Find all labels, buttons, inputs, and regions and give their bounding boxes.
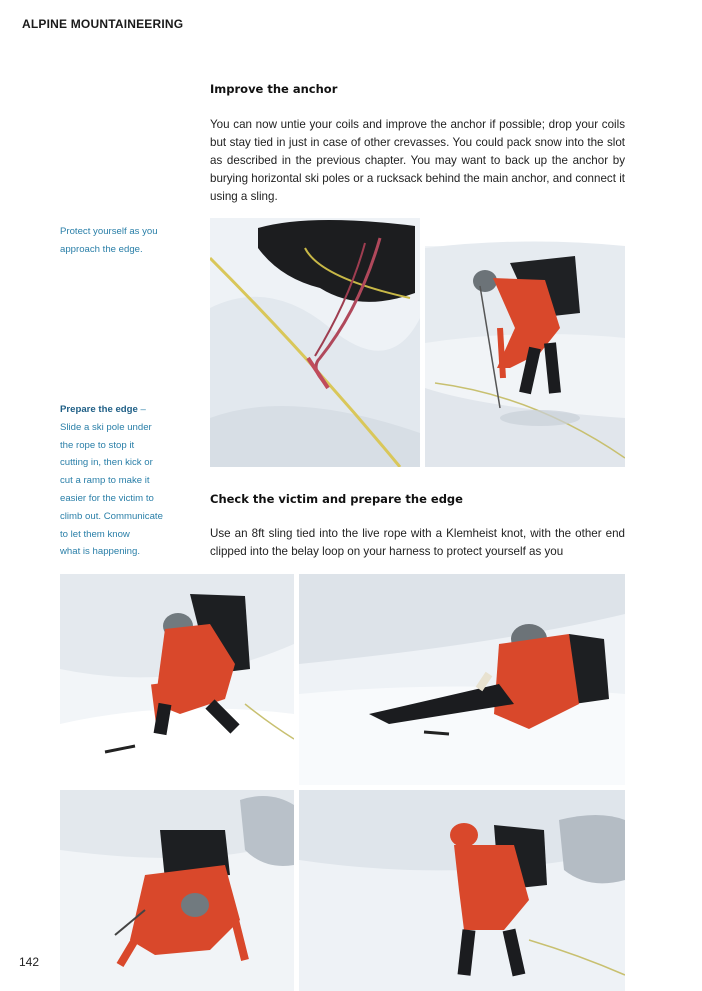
section-body-check-victim: Use an 8ft sling tied into the live rope with a Klemheist knot, with the other end clipped into the belay loop on your harness to protect yourself as you [210,527,625,558]
caption-title: Prepare the edge [60,404,138,415]
photo-climber-bending [425,218,625,467]
caption-protect-yourself [60,223,190,259]
photo-climber-standing [299,790,625,991]
caption-title-line [60,401,190,419]
photo-climber-climbing-out [60,790,294,991]
caption-line: easier for the victim to [60,492,154,504]
caption-prepare-edge [60,401,190,561]
caption-line: climb out. Communicate [60,510,163,522]
caption-line: cutting in, then kick or [60,457,153,469]
photo-crevasse-rope [210,218,420,467]
page-number: 142 [19,955,40,969]
caption-line: what is happening. [60,546,141,558]
caption-line: Slide a ski pole under [60,421,152,433]
caption-line: cut a ramp to make it [60,475,150,487]
photo-climber-crawling [299,574,625,785]
caption-line: to let them know [60,528,130,540]
section-body-improve-anchor: You can now untie your coils and improve the anchor if possible; drop your coils but stay tied in just in case of other crevasses. You could pack snow into the slot as described in the previous chapter. You may want to back up the anchor by burying horizontal ski poles or a rucksack behind the main anchor, and connect it using a sling. [210,118,625,203]
section-heading-improve-anchor: Improve the anchor [210,82,338,96]
caption-line: approach the edge. [60,243,143,255]
caption-line: Protect yourself as you [60,226,158,237]
photo-climber-crouching [60,574,294,785]
caption-line: the rope to stop it [60,439,135,451]
running-head: ALPINE MOUNTAINEERING [22,17,184,31]
caption-title-dash: – [137,404,146,415]
section-heading-check-victim: Check the victim and prepare the edge [210,492,463,506]
